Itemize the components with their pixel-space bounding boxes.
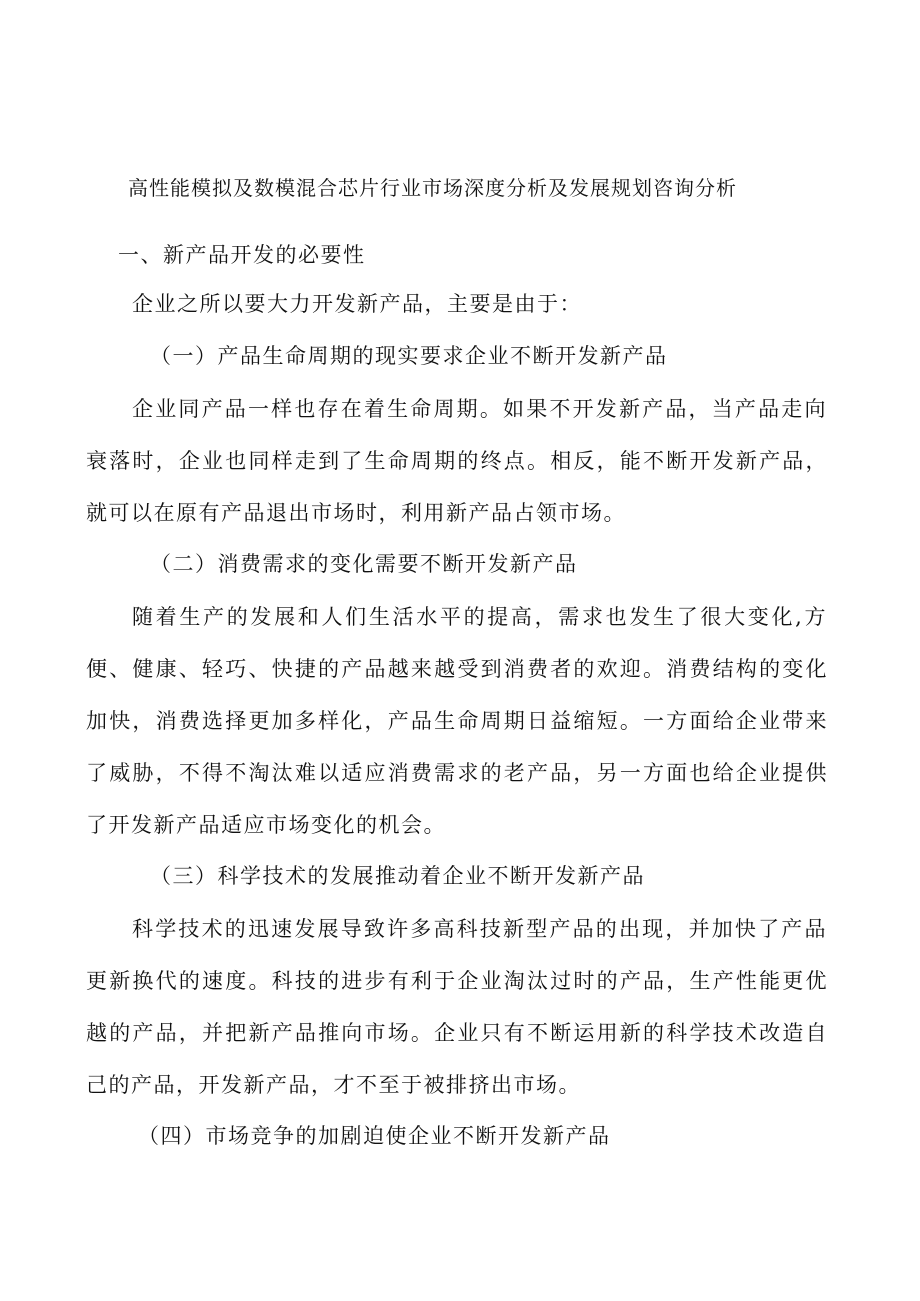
subsection-heading-3: （三）科学技术的发展推动着企业不断开发新产品 — [150, 864, 645, 888]
subsection-heading-2: （二）消费需求的变化需要不断开发新产品 — [150, 552, 578, 576]
paragraph-line: 随着生产的发展和人们生活水平的提高，需求也发生了很大变化,方 — [132, 605, 827, 629]
paragraph-line: 了威胁，不得不淘汰难以适应消费需求的老产品，另一方面也给企业提供 — [86, 761, 828, 785]
paragraph-line: 便、健康、轻巧、快捷的产品越来越受到消费者的欢迎。消费结构的变化 — [86, 657, 828, 681]
paragraph-line: 己的产品，开发新产品，才不至于被排挤出市场。 — [86, 1073, 581, 1097]
paragraph-line: 衰落时，企业也同样走到了生命周期的终点。相反，能不断开发新产品， — [86, 449, 828, 473]
paragraph-line: 企业同产品一样也存在着生命周期。如果不开发新产品，当产品走向 — [132, 397, 827, 421]
paragraph-line: 就可以在原有产品退出市场时，利用新产品占领市场。 — [86, 501, 626, 525]
paragraph-line: 了开发新产品适应市场变化的机会。 — [86, 813, 446, 837]
subsection-heading-1: （一）产品生命周期的现实要求企业不断开发新产品 — [150, 344, 668, 368]
paragraph-line: 越的产品，并把新产品推向市场。企业只有不断运用新的科学技术改造自 — [86, 1021, 828, 1045]
paragraph-line: 加快，消费选择更加多样化，产品生命周期日益缩短。一方面给企业带来 — [86, 709, 828, 733]
intro-paragraph: 企业之所以要大力开发新产品，主要是由于： — [132, 292, 582, 316]
subsection-heading-4: （四）市场竞争的加剧迫使企业不断开发新产品 — [138, 1124, 611, 1148]
document-title: 高性能模拟及数模混合芯片行业市场深度分析及发展规划咨询分析 — [128, 176, 737, 200]
section-heading: 一、新产品开发的必要性 — [118, 243, 366, 267]
paragraph-line: 科学技术的迅速发展导致许多高科技新型产品的出现，并加快了产品 — [132, 917, 827, 941]
paragraph-line: 更新换代的速度。科技的进步有利于企业淘汰过时的产品，生产性能更优 — [86, 969, 828, 993]
